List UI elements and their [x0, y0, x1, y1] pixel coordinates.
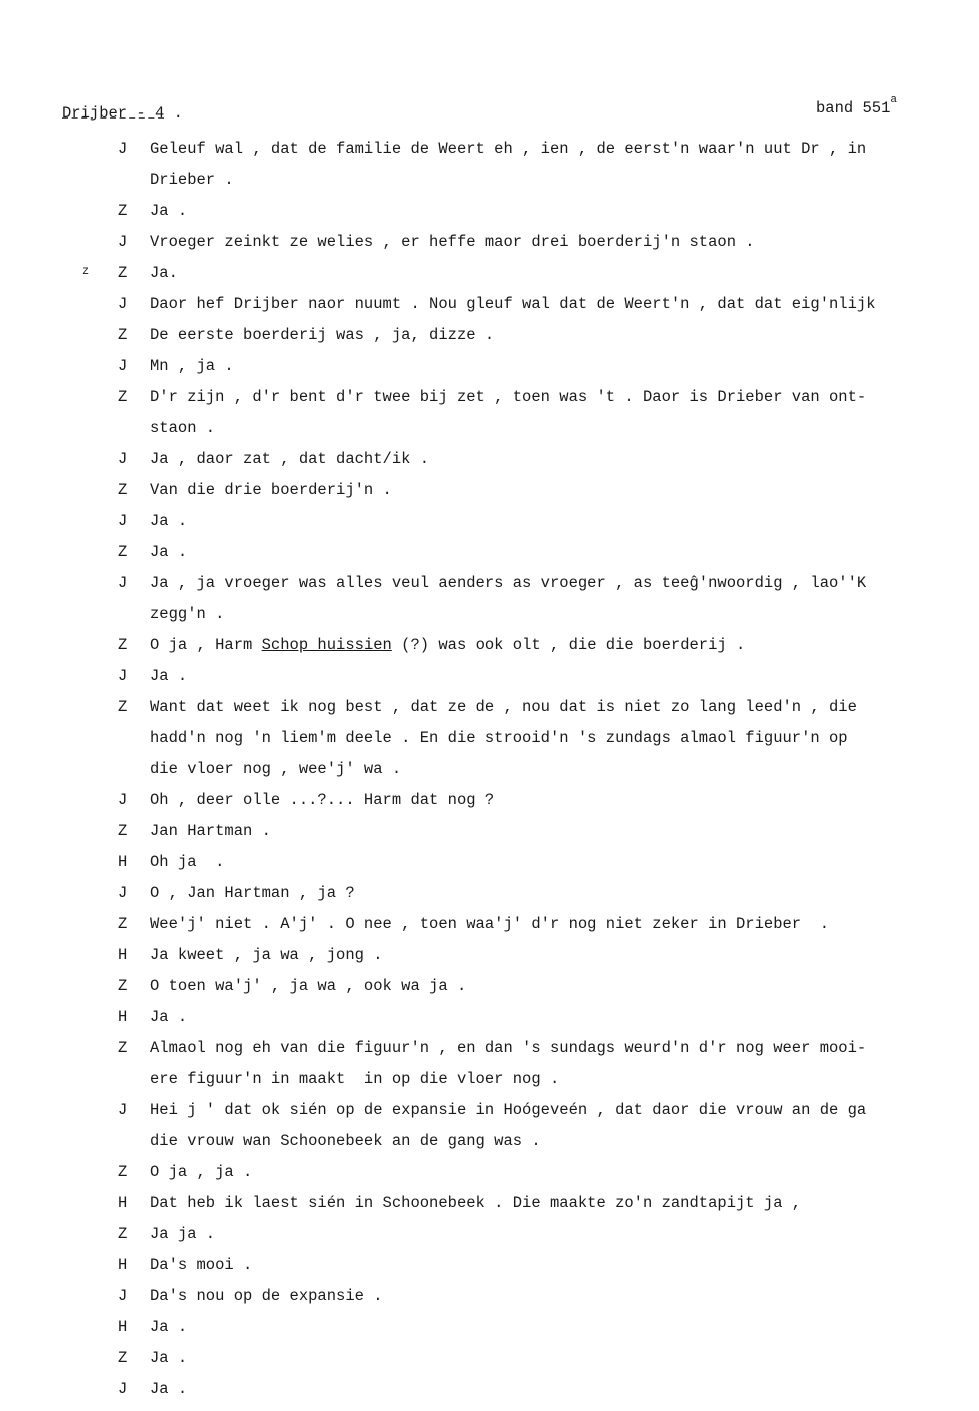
utterance-text: O , Jan Hartman , ja ?	[150, 884, 355, 902]
speaker-label: Z	[118, 1039, 128, 1057]
speaker-label: Z	[118, 264, 128, 282]
speaker-label: J	[118, 1101, 128, 1119]
speaker-label: J	[118, 140, 128, 158]
utterance-text: Ja ja .	[150, 1225, 216, 1243]
dialogue-line	[0, 326, 979, 357]
dialogue-line	[0, 1287, 979, 1318]
utterance-text: Ja.	[150, 264, 178, 282]
speaker-label: Z	[118, 543, 128, 561]
dialogue-line	[0, 1163, 979, 1194]
dialogue-line	[0, 729, 979, 760]
utterance-text: O toen wa'j' , ja wa , ook wa ja .	[150, 977, 467, 995]
utterance-text: Dat heb ik laest sién in Schoonebeek . Die maakte zo'n zandtapijt ja ,	[150, 1194, 802, 1212]
speaker-label: H	[118, 1008, 128, 1026]
speaker-label: J	[118, 295, 128, 313]
utterance-text: die vrouw wan Schoonebeek an de gang was .	[150, 1132, 541, 1150]
header-dot: .	[164, 104, 183, 122]
dialogue-line	[0, 543, 979, 574]
speaker-label: J	[118, 574, 128, 592]
speaker-label: H	[118, 1194, 128, 1212]
utterance-text: Ja .	[150, 202, 188, 220]
speaker-label: J	[118, 512, 128, 530]
utterance-text: Oh ja .	[150, 853, 225, 871]
utterance-text: Da's mooi .	[150, 1256, 253, 1274]
utterance-text: die vloer nog , wee'j' wa .	[150, 760, 402, 778]
dialogue-line	[0, 1380, 979, 1411]
dialogue-line	[0, 605, 979, 636]
speaker-label: Z	[118, 202, 128, 220]
utterance-text: Ja .	[150, 1380, 188, 1398]
speaker-label: Z	[118, 698, 128, 716]
utterance-text: Ja .	[150, 512, 188, 530]
dialogue-line	[0, 977, 979, 1008]
dialogue-transcript	[0, 140, 979, 1411]
speaker-label: Z	[118, 822, 128, 840]
document-header-right	[816, 94, 898, 118]
dialogue-line	[0, 1070, 979, 1101]
utterance-text: Hei j ' dat ok sién op de expansie in Hoógeveén , dat daor die vrouw an de ga	[150, 1101, 867, 1119]
dialogue-line	[0, 512, 979, 543]
utterance-text: Ja , daor zat , dat dacht/ik .	[150, 450, 430, 468]
underlined-name: Schop huissien	[261, 636, 392, 654]
utterance-text: hadd'n nog 'n liem'm deele . En die strooid'n 's zundags almaol figuur'n op	[150, 729, 848, 747]
speaker-label: Z	[118, 1349, 128, 1367]
dialogue-line	[0, 698, 979, 729]
utterance-text: Ja .	[150, 667, 188, 685]
speaker-label: J	[118, 1380, 128, 1398]
utterance-text	[150, 636, 745, 654]
speaker-label: H	[118, 1318, 128, 1336]
speaker-label: J	[118, 450, 128, 468]
utterance-text: Want dat weet ik nog best , dat ze de , nou dat is niet zo lang leed'n , die	[150, 698, 857, 716]
utterance-text: Ja .	[150, 1318, 188, 1336]
speaker-label: H	[118, 853, 128, 871]
dialogue-line	[0, 1349, 979, 1380]
utterance-text: staon .	[150, 419, 216, 437]
speaker-label: Z	[118, 977, 128, 995]
utterance-text: Van die drie boerderij'n .	[150, 481, 392, 499]
speaker-label: H	[118, 1256, 128, 1274]
margin-mark: z	[82, 264, 90, 278]
dialogue-line	[0, 1039, 979, 1070]
header-title: Drijber - 4	[62, 104, 165, 122]
dialogue-line	[0, 357, 979, 388]
dialogue-line	[0, 1008, 979, 1039]
speaker-label: Z	[118, 326, 128, 344]
utterance-text: Oh , deer olle ...?... Harm dat nog ?	[150, 791, 495, 809]
speaker-label: J	[118, 667, 128, 685]
utterance-text: Jan Hartman .	[150, 822, 271, 840]
utterance-text: ere figuur'n in maakt in op die vloer nog .	[150, 1070, 560, 1088]
dialogue-line	[0, 1132, 979, 1163]
band-suffix: a	[890, 94, 898, 106]
dialogue-line	[0, 450, 979, 481]
dialogue-line	[0, 822, 979, 853]
dialogue-line	[0, 419, 979, 450]
utterance-text: O ja , ja .	[150, 1163, 253, 1181]
dialogue-line	[0, 667, 979, 698]
utterance-text: Ja .	[150, 1349, 188, 1367]
utterance-text: Daor hef Drijber naor nuumt . Nou gleuf wal dat de Weert'n , dat dat eig'nlijk	[150, 295, 876, 313]
dialogue-line	[0, 1225, 979, 1256]
document-header-left	[62, 104, 183, 122]
dialogue-line	[0, 853, 979, 884]
utterance-text: Ja .	[150, 1008, 188, 1026]
utterance-text: Almaol nog eh van die figuur'n , en dan 's sundags weurd'n d'r nog weer mooi-	[150, 1039, 867, 1057]
speaker-label: J	[118, 233, 128, 251]
dialogue-line	[0, 791, 979, 822]
speaker-label: J	[118, 884, 128, 902]
utterance-text: Ja kweet , ja wa , jong .	[150, 946, 383, 964]
speaker-label: H	[118, 946, 128, 964]
dialogue-line	[0, 636, 979, 667]
speaker-label: Z	[118, 481, 128, 499]
dialogue-line	[0, 1101, 979, 1132]
speaker-label: Z	[118, 915, 128, 933]
speaker-label: Z	[118, 636, 128, 654]
utterance-text: Wee'j' niet . A'j' . O nee , toen waa'j' d'r nog niet zeker in Drieber .	[150, 915, 830, 933]
utterance-text: Ja , ja vroeger was alles veul aenders as vroeger , as teeĝ'nwoordig , lao''K	[150, 574, 867, 592]
utterance-text: D'r zijn , d'r bent d'r twee bij zet , toen was 't . Daor is Drieber van ont-	[150, 388, 867, 406]
dialogue-line	[0, 295, 979, 326]
dialogue-line	[0, 481, 979, 512]
dialogue-line	[0, 915, 979, 946]
utterance-text: De eerste boerderij was , ja, dizze .	[150, 326, 495, 344]
dialogue-line	[0, 1256, 979, 1287]
utterance-text: Geleuf wal , dat de familie de Weert eh , ien , de eerst'n waar'n uut Dr , in	[150, 140, 867, 158]
utterance-text: Da's nou op de expansie .	[150, 1287, 383, 1305]
speaker-label: Z	[118, 1225, 128, 1243]
dialogue-line	[0, 233, 979, 264]
band-number: band 551	[816, 99, 891, 118]
utterance-text: Mn , ja .	[150, 357, 234, 375]
dialogue-line	[0, 171, 979, 202]
dialogue-line	[0, 1318, 979, 1349]
dialogue-line	[0, 202, 979, 233]
speaker-label: J	[118, 357, 128, 375]
dialogue-line	[0, 760, 979, 791]
utterance-text: Ja .	[150, 543, 188, 561]
dialogue-line	[0, 1194, 979, 1225]
speaker-label: Z	[118, 388, 128, 406]
dialogue-line	[0, 946, 979, 977]
dialogue-line	[0, 140, 979, 171]
utterance-text: Drieber .	[150, 171, 234, 189]
speaker-label: J	[118, 791, 128, 809]
dialogue-line	[0, 264, 979, 295]
speaker-label: J	[118, 1287, 128, 1305]
dialogue-line	[0, 884, 979, 915]
utterance-text: Vroeger zeinkt ze welies , er heffe maor drei boerderij'n staon .	[150, 233, 755, 251]
utterance-text-part: O ja , Harm	[150, 636, 262, 654]
dialogue-line	[0, 388, 979, 419]
utterance-text: zegg'n .	[150, 605, 225, 623]
utterance-text-part: (?) was ook olt , die die boerderij .	[391, 636, 746, 654]
speaker-label: Z	[118, 1163, 128, 1181]
dialogue-line	[0, 574, 979, 605]
